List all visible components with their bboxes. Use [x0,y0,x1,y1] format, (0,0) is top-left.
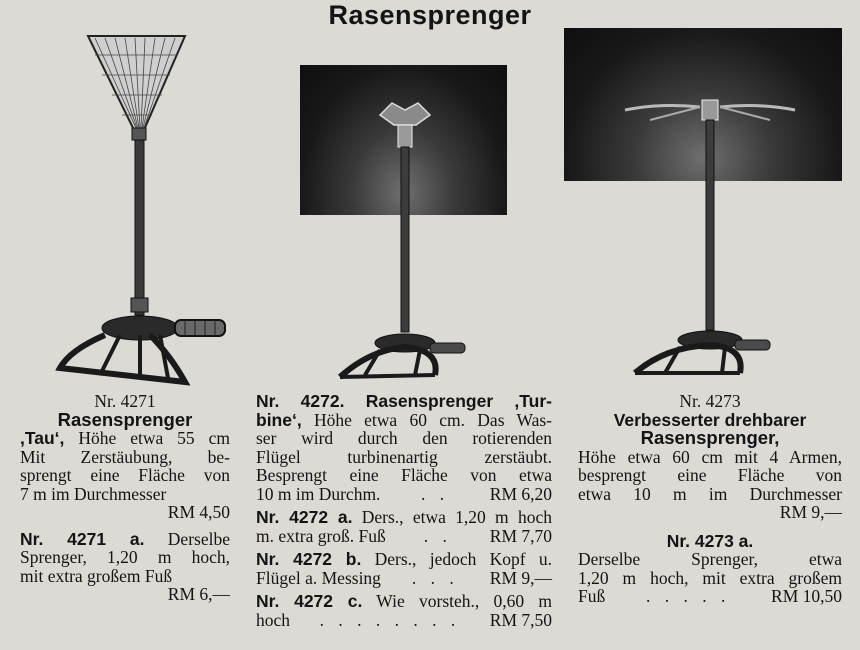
leader-dots: . . . [411,568,459,587]
variant-number: Nr. 4272 b. [256,549,362,569]
variant-line: Sprenger, 1,20 m hoch, [20,547,230,567]
variant-price: RM 7,50 [489,609,552,630]
variant-number: Nr. 4272 a. [256,507,353,527]
description-line: sprengt eine Fläche von [20,465,230,485]
product-name-cont: Rasensprenger, [640,427,780,448]
product-name: Rasensprenger ,Tur- [344,391,553,411]
product-number: Nr. 4271 [94,391,156,411]
description-text: Höhe etwa 55 cm [64,428,230,448]
variant-line [256,508,552,527]
description-line: Flügel turbinenartig zerstäubt. [256,446,552,467]
price-line [578,587,842,606]
variant-line: Derselbe Sprenger, etwa [578,549,842,569]
variant-line: 1,20 m hoch, mit extra großem [578,567,842,588]
product-nickname: ,Tau‘, [20,428,65,448]
leader-dots: . . [423,526,452,545]
price-line [256,569,552,588]
description-line [256,411,552,430]
variant-line [256,592,552,611]
description-line [20,429,230,448]
product-4273 [578,392,842,606]
description-line: 7 m im Durchmesser [20,483,167,504]
variant-text: Ders., etwa 1,20 m hoch [352,507,552,527]
price: RM 9,— [779,502,842,522]
description-text: Höhe etwa 60 cm. Das Was- [301,409,552,430]
price-line [256,611,552,630]
variant-line: mit extra großem Fuß [20,565,173,586]
description-line: Mit Zerstäubung, be- [20,446,230,467]
product-name-cont: bine‘, [256,409,302,430]
page-title: Rasensprenger [328,0,532,30]
description-line: besprengt eine Fläche von [578,465,842,485]
product-number: Nr. 4272. [256,391,345,411]
leader-dots: . . [421,484,450,503]
product-number: Nr. 4273 [679,391,741,411]
product-4272 [256,392,552,629]
variant-text: Flügel a. Messing [256,567,381,588]
variant-text: Ders., jedoch Kopf u. [361,549,552,569]
variant-text: hoch [256,609,291,630]
leader-dots: . . . . . . . . [319,610,461,629]
variant-text: m. extra groß. Fuß [256,525,386,546]
product-name: Verbesserter drehbarer [613,409,807,430]
price: RM 4,50 [167,502,230,522]
price-line [256,485,552,504]
price-line [256,527,552,546]
description-line: ser wird durch den rotierenden [256,428,552,448]
description-line: Besprengt eine Fläche von etwa [256,465,552,485]
product-name: Rasensprenger [57,408,193,430]
variant-price: RM 7,70 [489,525,552,546]
variant-number: Nr. 4271 a. [20,528,145,549]
description-line: Höhe etwa 60 cm mit 4 Armen, [578,446,842,467]
product-4271 [20,392,230,604]
title-line [256,392,552,411]
variant-number: Nr. 4273 a. [666,530,754,551]
description-line: etwa 10 m im Durchmesser [578,483,842,504]
variant-price: RM 6,— [167,584,230,604]
variant-price: RM 10,50 [771,586,842,606]
variant-number: Nr. 4272 c. [256,591,363,611]
variant-line [20,530,230,549]
sprinkler-rotating-illustration [610,85,810,390]
variant-text: Fuß [578,586,606,606]
leader-dots: . . . . . [645,587,731,606]
variant-text: Derselbe [144,528,230,549]
variant-text: Wie vorsteh., 0,60 m [362,591,552,611]
sprinkler-turbine-illustration [320,85,490,390]
price: RM 6,20 [489,483,552,504]
sprinkler-tau-illustration [40,30,240,390]
variant-price: RM 9,— [489,567,552,588]
variant-line [256,550,552,569]
description-text: 10 m im Durchm. [256,483,381,504]
